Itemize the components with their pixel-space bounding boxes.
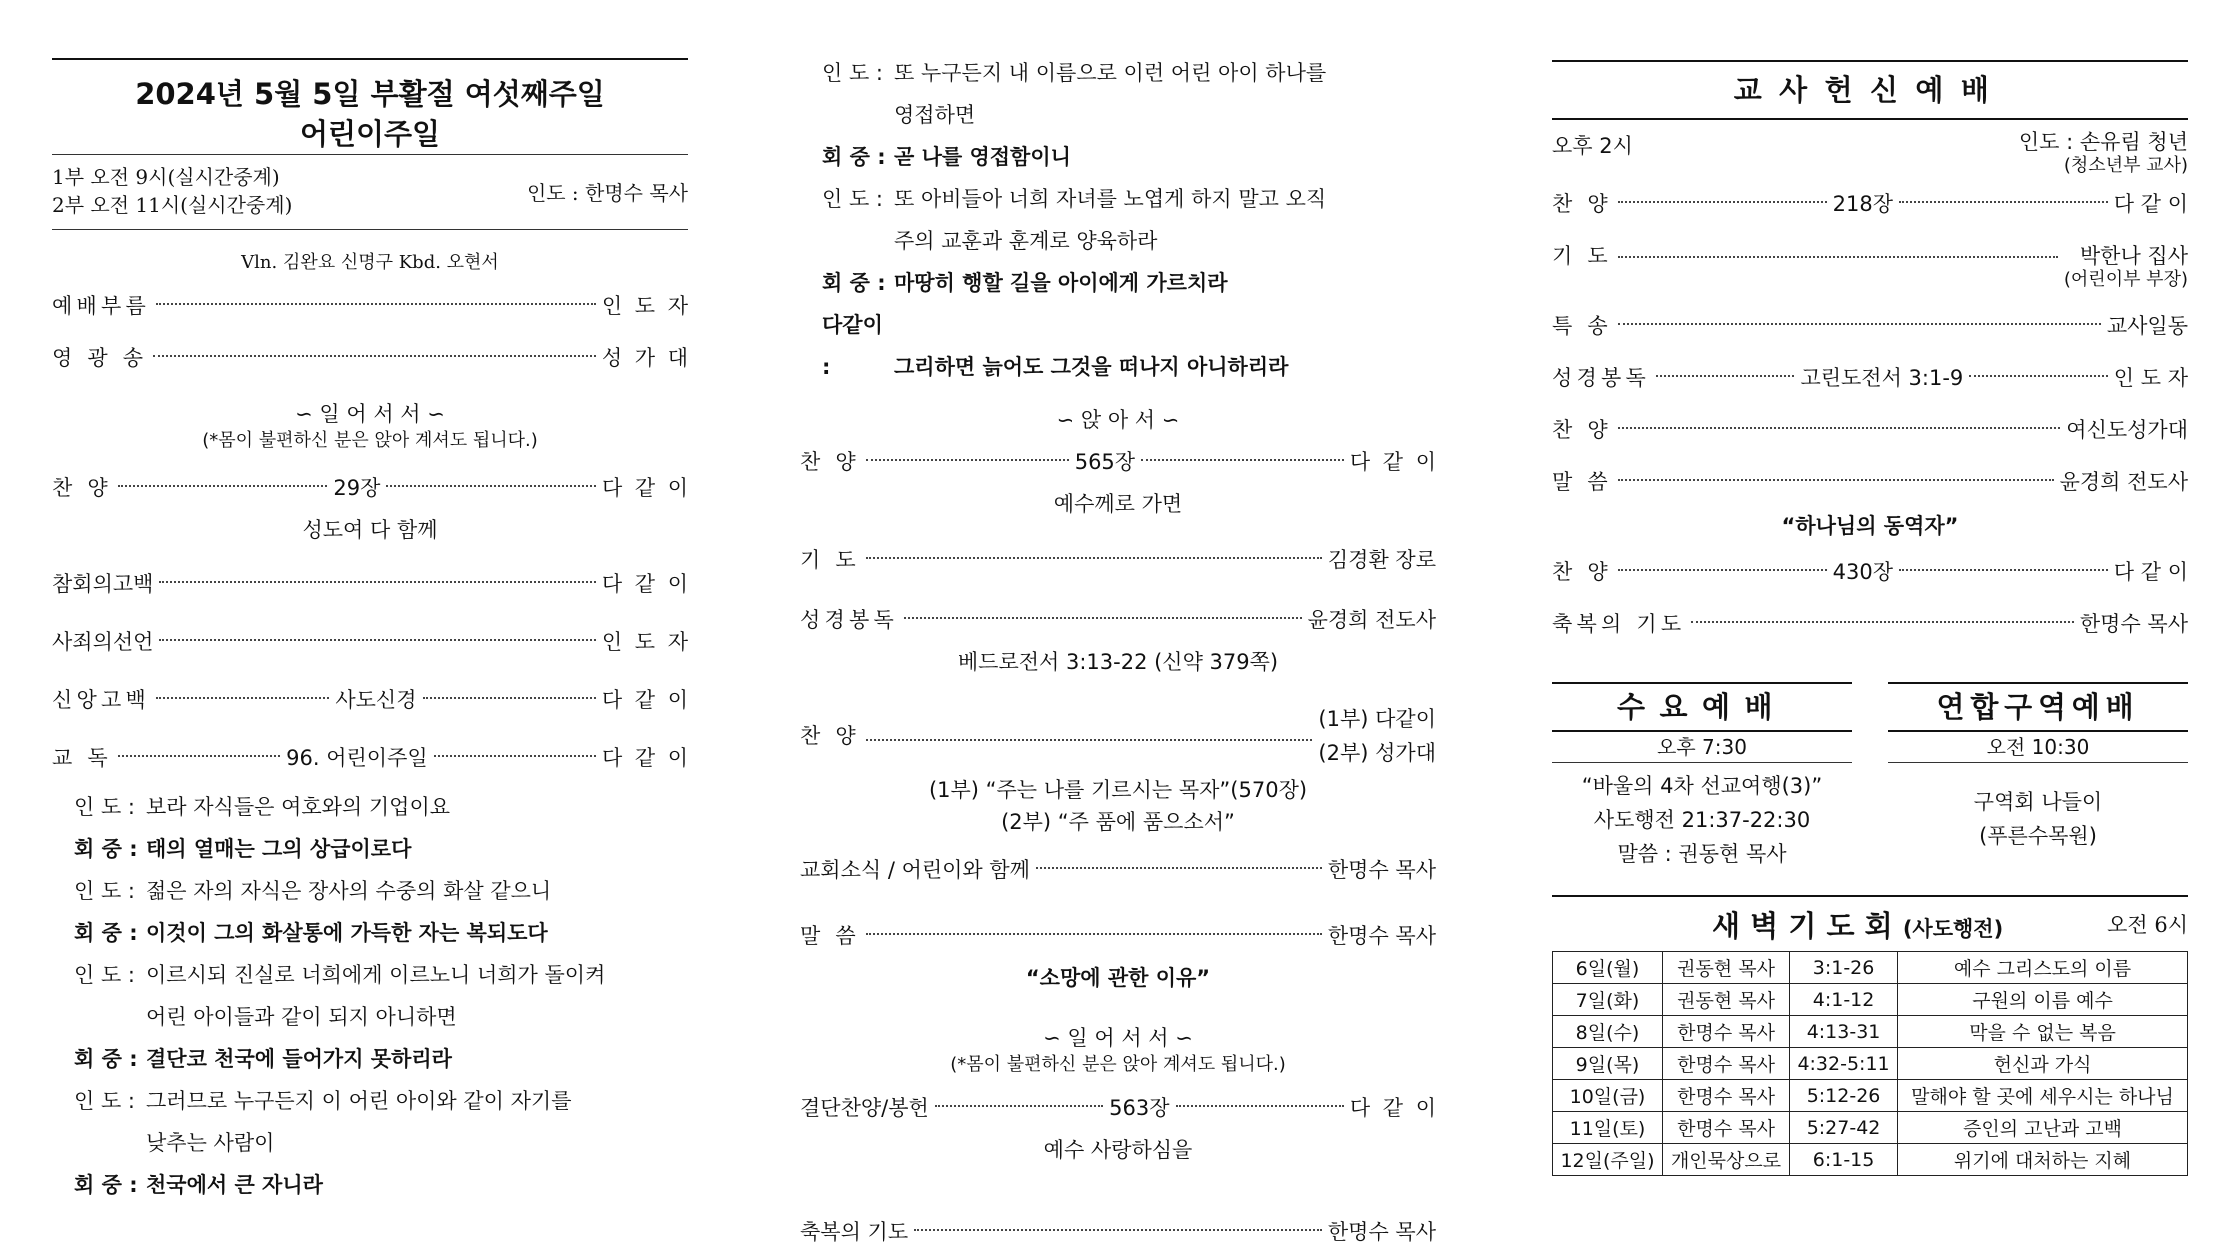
musicians: Vln. 김완요 신명구 Kbd. 오현서: [241, 252, 499, 273]
responsive-text: 결단코 천국에 들어가지 못하리라: [146, 1047, 452, 1071]
responsive-line: [800, 178, 1436, 220]
item-person: 여신도성가대: [2066, 418, 2188, 442]
responsive-line: [800, 94, 1436, 136]
service-2: 2부 오전 11시(실시간중계): [52, 193, 293, 217]
table-cell: 7일(화): [1553, 984, 1663, 1016]
events-column: [1552, 0, 2188, 1234]
item-label: 축복의 기도: [1552, 612, 1686, 636]
sermon-title: “소망에 관한 이유”: [1025, 966, 1211, 990]
table-row: [1553, 952, 2188, 984]
responsive-line: [52, 1080, 688, 1122]
table-cell: 개인묵상으로: [1662, 1144, 1789, 1176]
item-hymn: 찬 양 29장 다같이: [52, 476, 701, 500]
dawn-prayer-time: 오전 6시: [2107, 913, 2188, 937]
table-cell: 막을 수 없는 복음: [1898, 1016, 2188, 1048]
responsive-text: 젊은 자의 자식은 장사의 수중의 화살 같으니: [146, 879, 552, 903]
speaker-label: 인 도 :: [822, 187, 883, 211]
responsive-text: 또 누구든지 내 이름으로 이런 어린 아이 하나를: [894, 61, 1327, 85]
item-detail: 430장: [1832, 560, 1894, 584]
responsive-text: 그러므로 누구든지 이 어린 아이와 같이 자기를: [146, 1089, 572, 1113]
table-cell: 위기에 대처하는 지혜: [1898, 1144, 2188, 1176]
responsive-line: [800, 262, 1436, 304]
item-detail: 218장: [1832, 192, 1894, 216]
responsive-line: [52, 912, 688, 954]
item-hymn-2: 찬 양 565장 다같이: [800, 450, 1449, 474]
standing-note-2: ∽ 일 어 서 서 ∽: [1043, 1026, 1193, 1050]
table-cell: 6일(월): [1553, 952, 1663, 984]
table-row: [1553, 984, 2188, 1016]
table-cell: 5:27-42: [1790, 1112, 1898, 1144]
teacher-service-items: [1552, 178, 2188, 508]
responsive-text: 태의 열매는 그의 상급이로다: [146, 837, 412, 861]
table-row: [1553, 1080, 2188, 1112]
item-person: 다 같 이: [2113, 192, 2189, 216]
table-cell: 4:1-12: [1790, 984, 1898, 1016]
service-item: [1552, 178, 2188, 230]
speaker-label: 다같이 :: [822, 313, 883, 379]
responsive-line: [800, 220, 1436, 262]
speaker-label: 회 중 :: [74, 1047, 138, 1071]
responsive-line: [800, 136, 1436, 178]
item-person: 윤경희 전도사: [2059, 470, 2188, 494]
dawn-prayer-title: 새벽기도회: [1712, 908, 1903, 943]
table-row: [1553, 1016, 2188, 1048]
item-call-to-worship: 예배부름 인도자: [52, 294, 701, 318]
other-services: [1552, 682, 2188, 871]
item-scripture: 성경봉독 윤경희 전도사: [800, 608, 1436, 632]
table-cell: 한명수 목사: [1662, 1112, 1789, 1144]
item-detail: 고린도전서 3:1-9: [1800, 366, 1964, 390]
bulletin-title: [52, 58, 688, 154]
service-item: [1552, 598, 2188, 650]
speaker-label: 회 중 :: [822, 145, 886, 169]
table-cell: 한명수 목사: [1662, 1080, 1789, 1112]
teacher-service-leader-sub: (청소년부 교사): [2063, 155, 2188, 176]
hymn-3-line-2: (2부) “주 품에 품으소서”: [1001, 810, 1235, 834]
table-cell: 한명수 목사: [1662, 1048, 1789, 1080]
leader: 인도 : 한명수 목사: [526, 180, 688, 205]
speaker-label: 인 도 :: [74, 1089, 135, 1113]
speaker-label: 회 중 :: [74, 1173, 138, 1197]
item-hymn-3: 찬 양 (1부) 다같이 (2부) 성가대: [800, 707, 1436, 765]
responsive-line: [52, 1122, 688, 1164]
responsive-line: [52, 870, 688, 912]
item-gloria: 영 광 송 성가대: [52, 346, 701, 370]
responsive-line: [52, 996, 688, 1038]
table-cell: 9일(목): [1553, 1048, 1663, 1080]
title-line1: 2024년 5월 5일 부활절 여섯째주일: [135, 77, 605, 111]
responsive-line: [52, 1164, 688, 1206]
dawn-prayer-schedule: [1552, 951, 2188, 1176]
item-prayer: 기 도 김경환 장로: [800, 548, 1436, 572]
responsive-text: 마땅히 행할 길을 아이에게 가르치라: [894, 271, 1228, 295]
item-label: 기 도: [1552, 244, 1612, 268]
table-row: [1553, 1048, 2188, 1080]
item-person: 다 같 이: [2113, 560, 2189, 584]
item-absolution: 사죄의선언 인도자: [52, 630, 701, 654]
item-label: 성경봉독: [1552, 366, 1650, 390]
responsive-line: [800, 52, 1436, 94]
teacher-service-leader: 인도 : 손유림 청년: [2018, 130, 2188, 154]
teacher-service-info: [1552, 130, 2188, 178]
responsive-text: 이것이 그의 화살통에 가득한 자는 복되도다: [146, 921, 548, 945]
responsive-text: 영접하면: [894, 103, 976, 127]
responsive-line: [52, 828, 688, 870]
table-cell: 헌신과 가식: [1898, 1048, 2188, 1080]
table-cell: 권동현 목사: [1662, 984, 1789, 1016]
item-label: 찬 양: [1552, 560, 1612, 584]
responsive-text: 또 아비들아 너희 자녀를 노엽게 하지 말고 오직: [894, 187, 1327, 211]
teacher-service-time: 오후 2시: [1552, 134, 1633, 158]
table-cell: 8일(수): [1553, 1016, 1663, 1048]
service-item: [1552, 456, 2188, 508]
item-person: 인 도 자: [2113, 366, 2189, 390]
responsive-text: 어린 아이들과 같이 되지 아니하면: [146, 1005, 457, 1029]
sitting-note: ∽ 앉 아 서 ∽: [1056, 408, 1180, 432]
item-label: 말 씀: [1552, 470, 1612, 494]
item-label: 찬 양: [1552, 418, 1612, 442]
speaker-label: 회 중 :: [74, 921, 138, 945]
table-cell: 권동현 목사: [1662, 952, 1789, 984]
table-cell: 구원의 이름 예수: [1898, 984, 2188, 1016]
table-cell: 12일(주일): [1553, 1144, 1663, 1176]
speaker-label: 회 중 :: [822, 271, 886, 295]
table-cell: 11일(토): [1553, 1112, 1663, 1144]
service-item: [1552, 352, 2188, 404]
hymn-2-title: 예수께로 가면: [1053, 492, 1183, 516]
title-line2: 어린이주일: [299, 117, 441, 151]
item-announcements: 교회소식 / 어린이와 함께 한명수 목사: [800, 858, 1436, 882]
table-cell: 말해야 할 곳에 세우시는 하나님: [1898, 1080, 2188, 1112]
dawn-prayer-sub: (사도행전): [1902, 916, 2004, 941]
responsive-text: 천국에서 큰 자니라: [146, 1173, 323, 1197]
dawn-prayer-header: [1552, 895, 2188, 951]
responsive-text: 그리하면 늙어도 그것을 떠나지 아니하리라: [894, 355, 1289, 379]
teacher-service-items-2: [1552, 546, 2188, 650]
item-creed: 신앙고백 사도신경 다같이: [52, 688, 701, 712]
hymn-3-line-1: (1부) “주는 나를 기르시는 목자”(570장): [928, 778, 1308, 802]
table-row: [1553, 1112, 2188, 1144]
table-cell: 5:12-26: [1790, 1080, 1898, 1112]
standing-note-sub: (*몸이 불편하신 분은 앉아 계셔도 됩니다.): [202, 430, 538, 451]
responsive-line: [800, 304, 1436, 388]
responsive-line: [52, 786, 688, 828]
table-cell: 증인의 고난과 고백: [1898, 1112, 2188, 1144]
responsive-text: 낮추는 사람이: [146, 1131, 275, 1155]
speaker-label: 인 도 :: [74, 879, 135, 903]
wednesday-service: 수요예배 오후 7:30 “바울의 4차 선교여행(3)” 사도행전 21:37-22:30 말씀 : 권동현 목사: [1552, 682, 1852, 871]
service-times: [52, 154, 688, 230]
responsive-reading-text: [52, 786, 688, 1206]
table-cell: 예수 그리스도의 이름: [1898, 952, 2188, 984]
item-person: 교사일동: [2106, 314, 2188, 338]
speaker-label: 회 중 :: [74, 837, 138, 861]
item-responsive-reading: 교 독 96. 어린이주일 다같이: [52, 746, 701, 770]
item-sermon: 말 씀 한명수 목사: [800, 924, 1436, 948]
item-confession: 참회의고백 다같이: [52, 572, 701, 596]
table-row: [1553, 1144, 2188, 1176]
responsive-text: 주의 교훈과 훈계로 양육하라: [894, 229, 1158, 253]
responsive-reading-continued: [800, 52, 1436, 388]
item-label: 특 송: [1552, 314, 1612, 338]
scripture-reference: 베드로전서 3:13-22 (신약 379쪽): [957, 650, 1279, 674]
district-service: 연합구역예배 오전 10:30 구역회 나들이 (푸른수목원): [1888, 682, 2188, 871]
service-item: [1552, 404, 2188, 456]
service-item: [1552, 230, 2188, 300]
item-label: 찬 양: [1552, 192, 1612, 216]
responsive-line: [52, 1038, 688, 1080]
hymn-title: 성도여 다 함께: [302, 518, 438, 542]
table-cell: 10일(금): [1553, 1080, 1663, 1112]
table-cell: 4:13-31: [1790, 1016, 1898, 1048]
speaker-label: 인 도 :: [74, 963, 135, 987]
speaker-label: 인 도 :: [74, 795, 135, 819]
service-1: 1부 오전 9시(실시간중계): [52, 165, 280, 189]
table-cell: 4:32-5:11: [1790, 1048, 1898, 1080]
offering-title: 예수 사랑하심을: [1043, 1138, 1193, 1162]
responsive-line: [52, 954, 688, 996]
standing-note-2-sub: (*몸이 불편하신 분은 앉아 계셔도 됩니다.): [950, 1054, 1286, 1075]
service-item: [1552, 546, 2188, 598]
table-cell: 3:1-26: [1790, 952, 1898, 984]
table-cell: 6:1-15: [1790, 1144, 1898, 1176]
responsive-text: 이르시되 진실로 너희에게 이르노니 너희가 돌이켜: [146, 963, 606, 987]
table-cell: 한명수 목사: [1662, 1016, 1789, 1048]
order-of-worship-column-2: [800, 0, 1449, 1244]
order-of-worship-column-1: [52, 0, 701, 1234]
teacher-sermon-title: “하나님의 동역자”: [1781, 514, 1959, 538]
item-benediction: 축복의 기도 한명수 목사: [800, 1220, 1436, 1244]
responsive-text: 곧 나를 영접함이니: [894, 145, 1071, 169]
responsive-text: 보라 자식들은 여호와의 기업이요: [146, 795, 451, 819]
item-person: 박한나 집사 (어린이부 부장): [2063, 244, 2188, 290]
speaker-label: 인 도 :: [822, 61, 883, 85]
teacher-dedication-title: 교사헌신예배: [1552, 60, 2188, 120]
item-person: 한명수 목사: [2079, 612, 2188, 636]
standing-note: ∽ 일 어 서 서 ∽: [295, 402, 445, 426]
service-item: [1552, 300, 2188, 352]
item-offering: 결단찬양/봉헌 563장 다같이: [800, 1096, 1449, 1120]
